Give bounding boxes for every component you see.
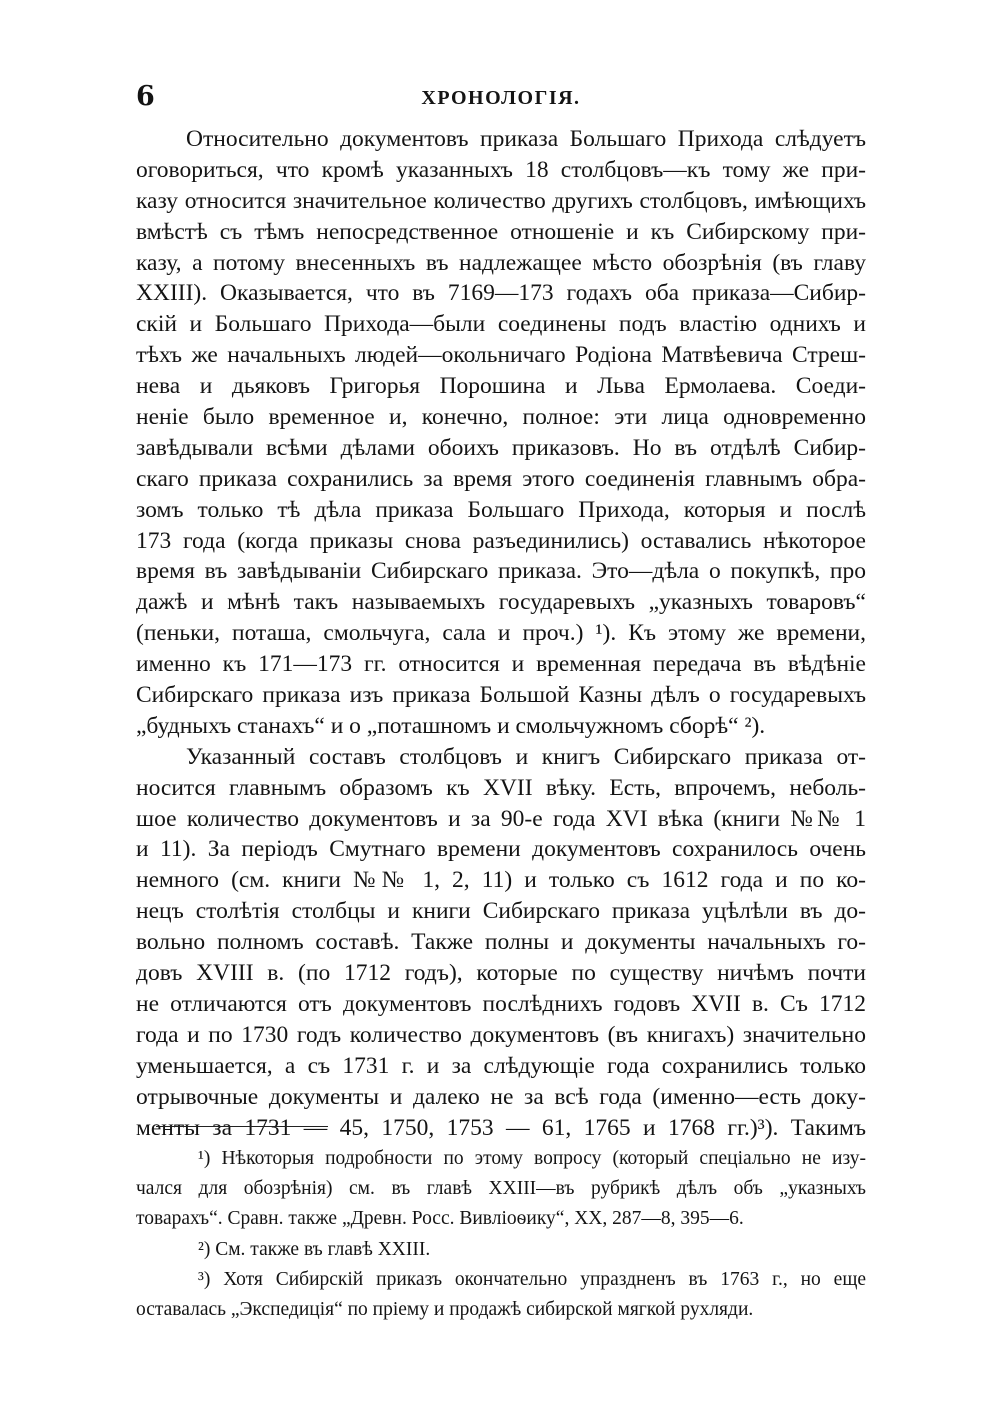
text-line: зомъ только тѣ дѣла приказа Большаго Прихода, которыя и послѣ bbox=[136, 496, 866, 523]
text-line: (пеньки, поташа, смольчуга, сала и проч.) ¹). Къ этому же времени, bbox=[136, 620, 866, 647]
footnotes bbox=[136, 1144, 866, 1325]
text-line: менты за 1731 — 45, 1750, 1753 — 61, 1765 и 1768 гг.)³). Такимъ bbox=[136, 1114, 866, 1141]
text-line: скій и Большаго Прихода—были соединены подъ властію однихъ и bbox=[136, 311, 866, 338]
text-line: не отличаются отъ документовъ послѣднихъ годовъ XVII в. Съ 1712 bbox=[136, 990, 866, 1017]
text-line: оговориться, что кромѣ указанныхъ 18 столбцовъ—къ тому же при- bbox=[136, 156, 866, 183]
main-text bbox=[136, 124, 866, 1143]
text-line: вольно полномъ составѣ. Также полны и документы начальныхъ го- bbox=[136, 929, 866, 956]
page-number: 6 bbox=[136, 81, 155, 112]
text-line: нецъ столѣтія столбцы и книги Сибирскаго приказа уцѣлѣли въ до- bbox=[136, 898, 866, 925]
text-line: и 11). За періодъ Смутнаго времени документовъ сохранилось очень bbox=[136, 836, 866, 863]
text-line: носится главнымъ образомъ къ XVII вѣку. Есть, впрочемъ, неболь- bbox=[136, 774, 866, 801]
text-line: „будныхъ станахъ“ и о „поташномъ и смольчужномъ сборѣ“ ²). bbox=[136, 712, 766, 739]
text-line: завѣдывали всѣми дѣлами обоихъ приказовъ. Но въ отдѣлѣ Сибир- bbox=[136, 434, 866, 461]
text-line: время въ завѣдываніи Сибирскаго приказа. Это—дѣла о покупкѣ, про bbox=[136, 558, 866, 585]
text-line: Указанный составъ столбцовъ и книгъ Сибирскаго приказа от- bbox=[186, 743, 866, 770]
footnote-line: чался для обозрѣнія) см. въ главѣ XXIII—въ рубрикѣ дѣлъ объ „указныхъ bbox=[136, 1178, 866, 1200]
text-line: XXIII). Оказывается, что въ 7169—173 годахъ оба приказа—Сибир- bbox=[136, 280, 866, 307]
text-line: скаго приказа сохранились за время этого соединенія главнымъ обра- bbox=[136, 465, 866, 492]
text-line: тѣхъ же начальныхъ людей—окольничаго Родіона Матвѣевича Стреш- bbox=[136, 342, 866, 369]
text-line: шое количество документовъ и за 90-е года XVI вѣка (книги №№ 1 bbox=[136, 805, 866, 832]
text-line: 173 года (когда приказы снова разъединились) оставались нѣкоторое bbox=[136, 527, 866, 554]
running-title: ХРОНОЛОГІЯ. bbox=[421, 87, 581, 109]
footnote-line: товарахъ“. Сравн. также „Древн. Росс. Вивліоѳику“, XX, 287—8, 395—6. bbox=[136, 1208, 744, 1230]
page-header bbox=[136, 80, 866, 120]
text-line: нева и дьяковъ Григорья Порошина и Льва Ермолаева. Соеди- bbox=[136, 373, 866, 400]
text-line: Сибирскаго приказа изъ приказа Большой Казны дѣлъ о государевыхъ bbox=[136, 682, 866, 709]
text-line: Относительно документовъ приказа Большаго Прихода слѣдуетъ bbox=[186, 126, 866, 152]
text-line: казу относится значительное количество другихъ столбцовъ, имѣющихъ bbox=[136, 187, 866, 214]
text-line: уменьшается, а съ 1731 г. и за слѣдующіе года сохранились только bbox=[136, 1052, 866, 1079]
text-line: неніе было временное и, конечно, полное: эти лица одновременно bbox=[136, 404, 866, 431]
text-line: года и по 1730 годъ количество документовъ (въ книгахъ) значительно bbox=[136, 1021, 866, 1048]
text-line: казу, а потому внесенныхъ въ надлежащее мѣсто обозрѣнія (въ главу bbox=[136, 249, 866, 276]
footnote-line: оставалась „Экспедиція“ по пріему и продажѣ сибирской мягкой рухляди. bbox=[136, 1298, 754, 1320]
footnote-line: ²) См. также въ главѣ XXIII. bbox=[198, 1238, 431, 1260]
text-line: отрывочные документы и далеко не за всѣ года (именно—есть доку- bbox=[136, 1083, 866, 1110]
text-line: немного (см. книги №№ 1, 2, 11) и только съ 1612 года и по ко- bbox=[136, 867, 866, 894]
text-line: именно къ 171—173 гг. относится и временная передача въ вѣдѣніе bbox=[136, 651, 866, 678]
text-line: вмѣстѣ съ тѣмъ непосредственное отношеніе и къ Сибирскому при- bbox=[136, 218, 866, 245]
text-line: довъ XVIII в. (по 1712 годъ), которые по существу ничѣмъ почти bbox=[136, 960, 866, 987]
footnote-line: ¹) Нѣкоторыя подробности по этому вопросу (который спеціально не изу- bbox=[198, 1148, 866, 1169]
footnote-separator bbox=[156, 1126, 328, 1127]
text-line: дажѣ и мѣнѣ такъ называемыхъ государевыхъ „указныхъ товаровъ“ bbox=[136, 589, 866, 616]
footnote-line: ³) Хотя Сибирскій приказъ окончательно упраздненъ въ 1763 г., но еще bbox=[198, 1268, 866, 1290]
